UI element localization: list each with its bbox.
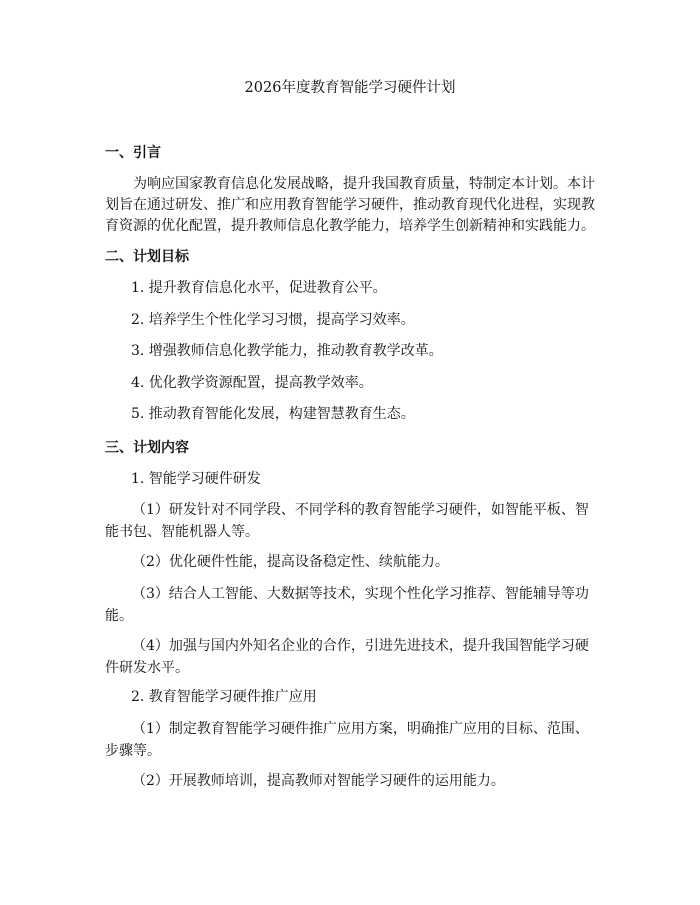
content-item: （2）优化硬件性能，提高设备稳定性、续航能力。 bbox=[132, 554, 449, 570]
intro-paragraph: 为响应国家教育信息化发展战略，提升我国教育质量，特制定本计划。本计划旨在通过研发、推广和应用教育智能学习硬件，推动教育现代化进程，实现教育资源的优化配置，提升教师信息化教学能力，培养学生创新精神和实践能力。 bbox=[105, 176, 595, 234]
section-heading-content: 三、计划内容 bbox=[105, 440, 189, 456]
section-heading-goals: 二、计划目标 bbox=[105, 249, 189, 265]
goal-item: 3. 增强教师信息化教学能力，推动教育教学改革。 bbox=[131, 343, 443, 359]
goal-item: 1. 提升教育信息化水平，促进教育公平。 bbox=[131, 280, 387, 296]
content-item: （1）制定教育智能学习硬件推广应用方案，明确推广应用的目标、范围、步骤等。 bbox=[105, 721, 589, 759]
section-heading-intro: 一、引言 bbox=[105, 145, 161, 161]
goal-item: 2. 培养学生个性化学习习惯，提高学习效率。 bbox=[131, 312, 415, 328]
goal-item: 4. 优化教学资源配置，提高教学效率。 bbox=[131, 375, 373, 391]
subsection-title-promotion: 2. 教育智能学习硬件推广应用 bbox=[131, 689, 317, 705]
document-title: 2026年度教育智能学习硬件计划 bbox=[244, 80, 456, 96]
subsection-title-hardware-rd: 1. 智能学习硬件研发 bbox=[131, 471, 261, 487]
content-item: （1）研发针对不同学段、不同学科的教育智能学习硬件，如智能平板、智能书包、智能机器人等。 bbox=[105, 502, 589, 540]
goal-item: 5. 推动教育智能化发展，构建智慧教育生态。 bbox=[131, 406, 415, 422]
content-item: （3）结合人工智能、大数据等技术，实现个性化学习推荐、智能辅导等功能。 bbox=[105, 586, 589, 624]
content-item: （4）加强与国内外知名企业的合作，引进先进技术，提升我国智能学习硬件研发水平。 bbox=[105, 638, 589, 676]
content-item: （2）开展教师培训，提高教师对智能学习硬件的运用能力。 bbox=[132, 773, 505, 789]
